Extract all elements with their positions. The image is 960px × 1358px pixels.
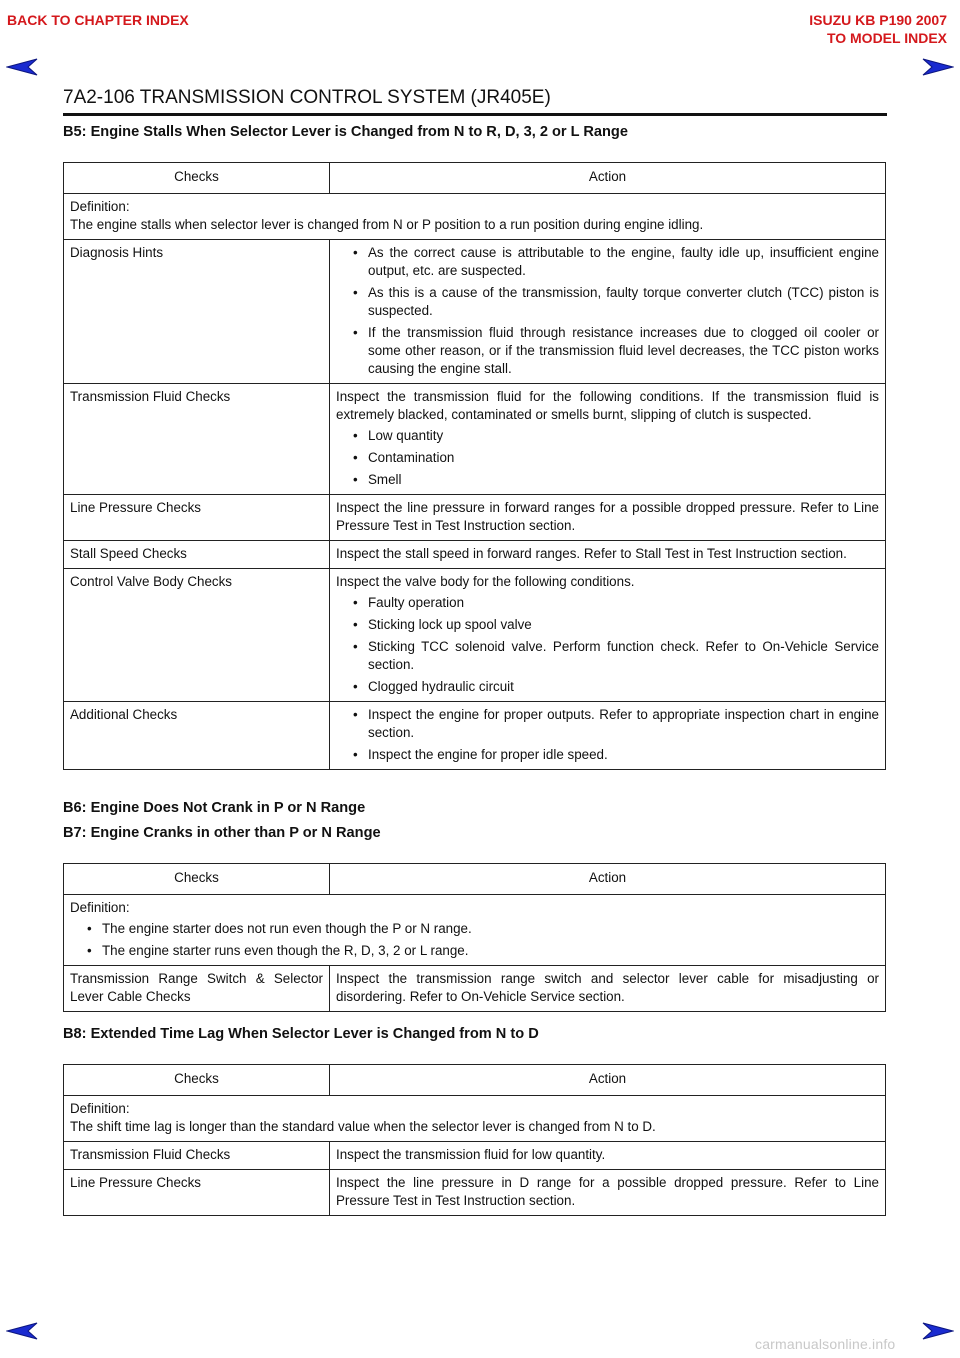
checks-header: Checks	[64, 1065, 330, 1096]
table-row	[64, 541, 886, 569]
action-text: Inspect the line pressure in D range for a possible dropped pressure. Refer to Line Pressure Test in Test Instruction section.	[330, 1170, 886, 1216]
definition-row	[64, 194, 886, 240]
definition-cell	[64, 895, 886, 966]
model-nav	[809, 11, 947, 47]
checks-header: Checks	[64, 163, 330, 194]
prev-page-arrow-icon[interactable]	[6, 1322, 38, 1340]
list-item: • Sticking TCC solenoid valve. Perform function check. Refer to On-Vehicle Service section.	[336, 638, 879, 674]
list-item: • Smell	[336, 471, 879, 489]
action-header: Action	[330, 163, 886, 194]
action-cell	[330, 702, 886, 770]
list-item: • Clogged hydraulic circuit	[336, 678, 879, 696]
list-item: • As this is a cause of the transmission, faulty torque converter clutch (TCC) piston is suspected.	[336, 284, 879, 320]
list-item: • Contamination	[336, 449, 879, 467]
table-row	[64, 1170, 886, 1216]
action-text: Inspect the valve body for the following conditions.	[336, 574, 635, 589]
definition-cell	[64, 1096, 886, 1142]
list-item: • Inspect the engine for proper idle speed.	[336, 746, 879, 764]
table-row	[64, 966, 886, 1012]
definition-cell	[64, 194, 886, 240]
check-name: Transmission Fluid Checks	[64, 1142, 330, 1170]
action-cell	[330, 384, 886, 495]
action-header: Action	[330, 1065, 886, 1096]
b7-table	[63, 863, 886, 1012]
action-text: Inspect the transmission range switch and selector lever cable for misadjusting or disordering. Refer to On-Vehicle Service section.	[330, 966, 886, 1012]
to-model-index-link[interactable]: TO MODEL INDEX	[826, 30, 947, 46]
section-title-b8: B8: Extended Time Lag When Selector Lever is Changed from N to D	[63, 1026, 539, 1042]
check-name: Diagnosis Hints	[64, 240, 330, 384]
watermark: carmanualsonline.info	[755, 1336, 896, 1352]
check-name: Additional Checks	[64, 702, 330, 770]
list-item: • The engine starter does not run even though the P or N range.	[70, 920, 879, 938]
check-name: Line Pressure Checks	[64, 495, 330, 541]
list-item: • If the transmission fluid through resistance increases due to clogged oil cooler or some other reason, or if the transmission fluid level decreases, the TCC piston works causing the engine stall.	[336, 324, 879, 378]
check-name: Line Pressure Checks	[64, 1170, 330, 1216]
table-row	[64, 495, 886, 541]
definition-label: Definition:	[70, 1101, 130, 1116]
definition-text: The shift time lag is longer than the standard value when the selector lever is changed from N to D.	[70, 1119, 656, 1134]
check-name: Stall Speed Checks	[64, 541, 330, 569]
b8-table	[63, 1064, 886, 1216]
definition-label: Definition:	[70, 900, 130, 915]
table-row	[64, 240, 886, 384]
list-item: • Inspect the engine for proper outputs. Refer to appropriate inspection chart in engine section.	[336, 706, 879, 742]
table-header-row	[64, 1065, 886, 1096]
prev-page-arrow-icon[interactable]	[6, 58, 38, 76]
definition-label: Definition:	[70, 199, 130, 214]
table-row	[64, 1142, 886, 1170]
header-rule	[63, 113, 887, 116]
b5-table	[63, 162, 886, 770]
table-row	[64, 569, 886, 702]
next-page-arrow-icon[interactable]	[922, 1322, 954, 1340]
model-title-link[interactable]: ISUZU KB P190 2007	[809, 12, 947, 28]
check-name: Control Valve Body Checks	[64, 569, 330, 702]
list-item: • The engine starter runs even though the R, D, 3, 2 or L range.	[70, 942, 879, 960]
section-title-b6: B6: Engine Does Not Crank in P or N Range	[63, 800, 366, 816]
list-item: • Faulty operation	[336, 594, 879, 612]
table-header-row	[64, 864, 886, 895]
page-title: 7A2-106 TRANSMISSION CONTROL SYSTEM (JR405E)	[63, 87, 551, 108]
action-cell	[330, 569, 886, 702]
action-text: Inspect the transmission fluid for the following conditions. If the transmission fluid is extremely blacked, contaminated or smells burnt, slipping of clutch is suspected.	[336, 389, 879, 422]
check-name: Transmission Fluid Checks	[64, 384, 330, 495]
list-item: • Low quantity	[336, 427, 879, 445]
action-text: Inspect the line pressure in forward ranges for a possible dropped pressure. Refer to Line Pressure Test in Test Instruction section.	[330, 495, 886, 541]
checks-header: Checks	[64, 864, 330, 895]
back-to-chapter-index-link[interactable]: BACK TO CHAPTER INDEX	[7, 12, 189, 28]
action-cell	[330, 240, 886, 384]
action-text: Inspect the stall speed in forward ranges. Refer to Stall Test in Test Instruction section.	[330, 541, 886, 569]
section-title-b7: B7: Engine Cranks in other than P or N Range	[63, 825, 381, 841]
definition-row	[64, 895, 886, 966]
table-header-row	[64, 163, 886, 194]
action-header: Action	[330, 864, 886, 895]
next-page-arrow-icon[interactable]	[922, 58, 954, 76]
table-row	[64, 384, 886, 495]
definition-row	[64, 1096, 886, 1142]
list-item: • As the correct cause is attributable to the engine, faulty idle up, insufficient engine output, etc. are suspected.	[336, 244, 879, 280]
section-title-b5: B5: Engine Stalls When Selector Lever is Changed from N to R, D, 3, 2 or L Range	[63, 124, 628, 140]
action-text: Inspect the transmission fluid for low quantity.	[330, 1142, 886, 1170]
definition-text: The engine stalls when selector lever is changed from N or P position to a run position during engine idling.	[70, 217, 704, 232]
list-item: • Sticking lock up spool valve	[336, 616, 879, 634]
check-name: Transmission Range Switch & Selector Lever Cable Checks	[64, 966, 330, 1012]
table-row	[64, 702, 886, 770]
